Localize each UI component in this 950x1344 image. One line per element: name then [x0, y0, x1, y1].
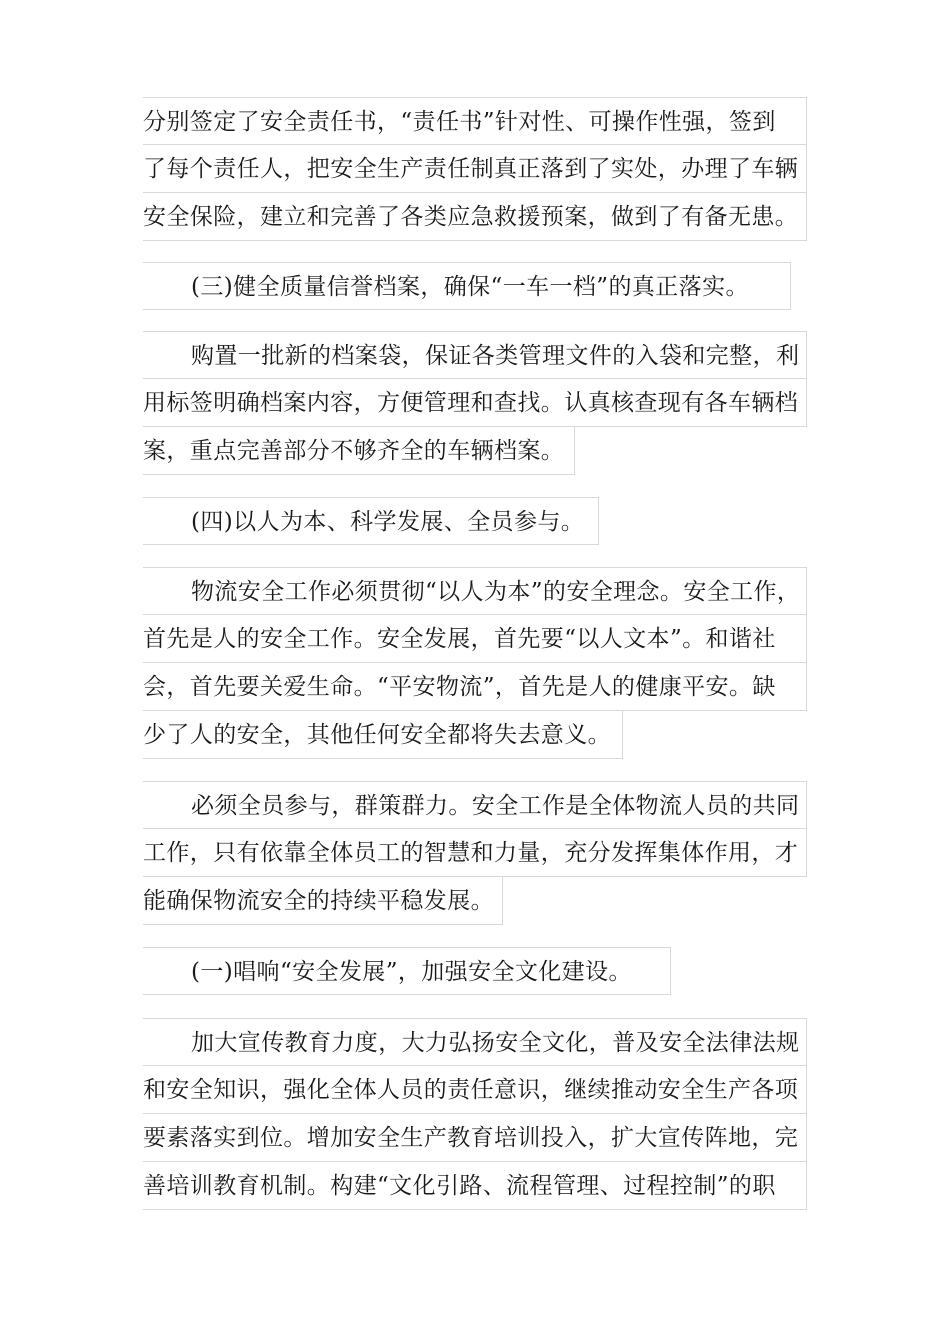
text-line: 了每个责任人，把安全生产责任制真正落到了实处，办理了车辆: [143, 145, 807, 193]
text-line: 用标签明确档案内容，方便管理和查找。认真核查现有各车辆档: [143, 379, 807, 427]
text-line: 加大宣传教育力度，大力弘扬安全文化，普及安全法律法规: [143, 1018, 807, 1066]
text-line: 物流安全工作必须贯彻“以人为本”的安全理念。安全工作，: [143, 567, 807, 615]
text-line: 安全保险，建立和完善了各类应急救援预案，做到了有备无患。: [143, 193, 807, 241]
text-line: 会，首先要关爱生命。“平安物流”，首先是人的健康平安。缺: [143, 663, 807, 711]
section-heading: [143, 497, 599, 545]
text-line: 必须全员参与，群策群力。安全工作是全体物流人员的共同: [143, 781, 807, 829]
text-line: 善培训教育机制。构建“文化引路、流程管理、过程控制”的职: [143, 1162, 807, 1210]
text-line: 首先是人的安全工作。安全发展，首先要“以人文本”。和谐社: [143, 615, 807, 663]
text-line: 和安全知识，强化全体人员的责任意识，继续推动安全生产各项: [143, 1066, 807, 1114]
paragraph: [143, 1018, 807, 1210]
paragraph: [143, 567, 807, 759]
text-line: 案，重点完善部分不够齐全的车辆档案。: [143, 427, 575, 475]
text-line: 要素落实到位。增加安全生产教育培训投入，扩大宣传阵地，完: [143, 1114, 807, 1162]
paragraph: [143, 97, 807, 241]
section-heading: [143, 947, 671, 995]
paragraph: [143, 781, 807, 925]
heading-line: (一)唱响“安全发展”，加强安全文化建设。: [143, 947, 671, 995]
text-line: 少了人的安全，其他任何安全都将失去意义。: [143, 711, 623, 759]
heading-line: (三)健全质量信誉档案，确保“一车一档”的真正落实。: [143, 262, 791, 310]
text-line: 工作，只有依靠全体员工的智慧和力量，充分发挥集体作用，才: [143, 829, 807, 877]
text-line: 分别签定了安全责任书，“责任书”针对性、可操作性强，签到: [143, 97, 807, 145]
text-line: 能确保物流安全的持续平稳发展。: [143, 877, 503, 925]
paragraph: [143, 331, 807, 475]
heading-line: (四)以人为本、科学发展、全员参与。: [143, 497, 599, 545]
text-line: 购置一批新的档案袋，保证各类管理文件的入袋和完整，利: [143, 331, 807, 379]
section-heading: [143, 262, 791, 310]
